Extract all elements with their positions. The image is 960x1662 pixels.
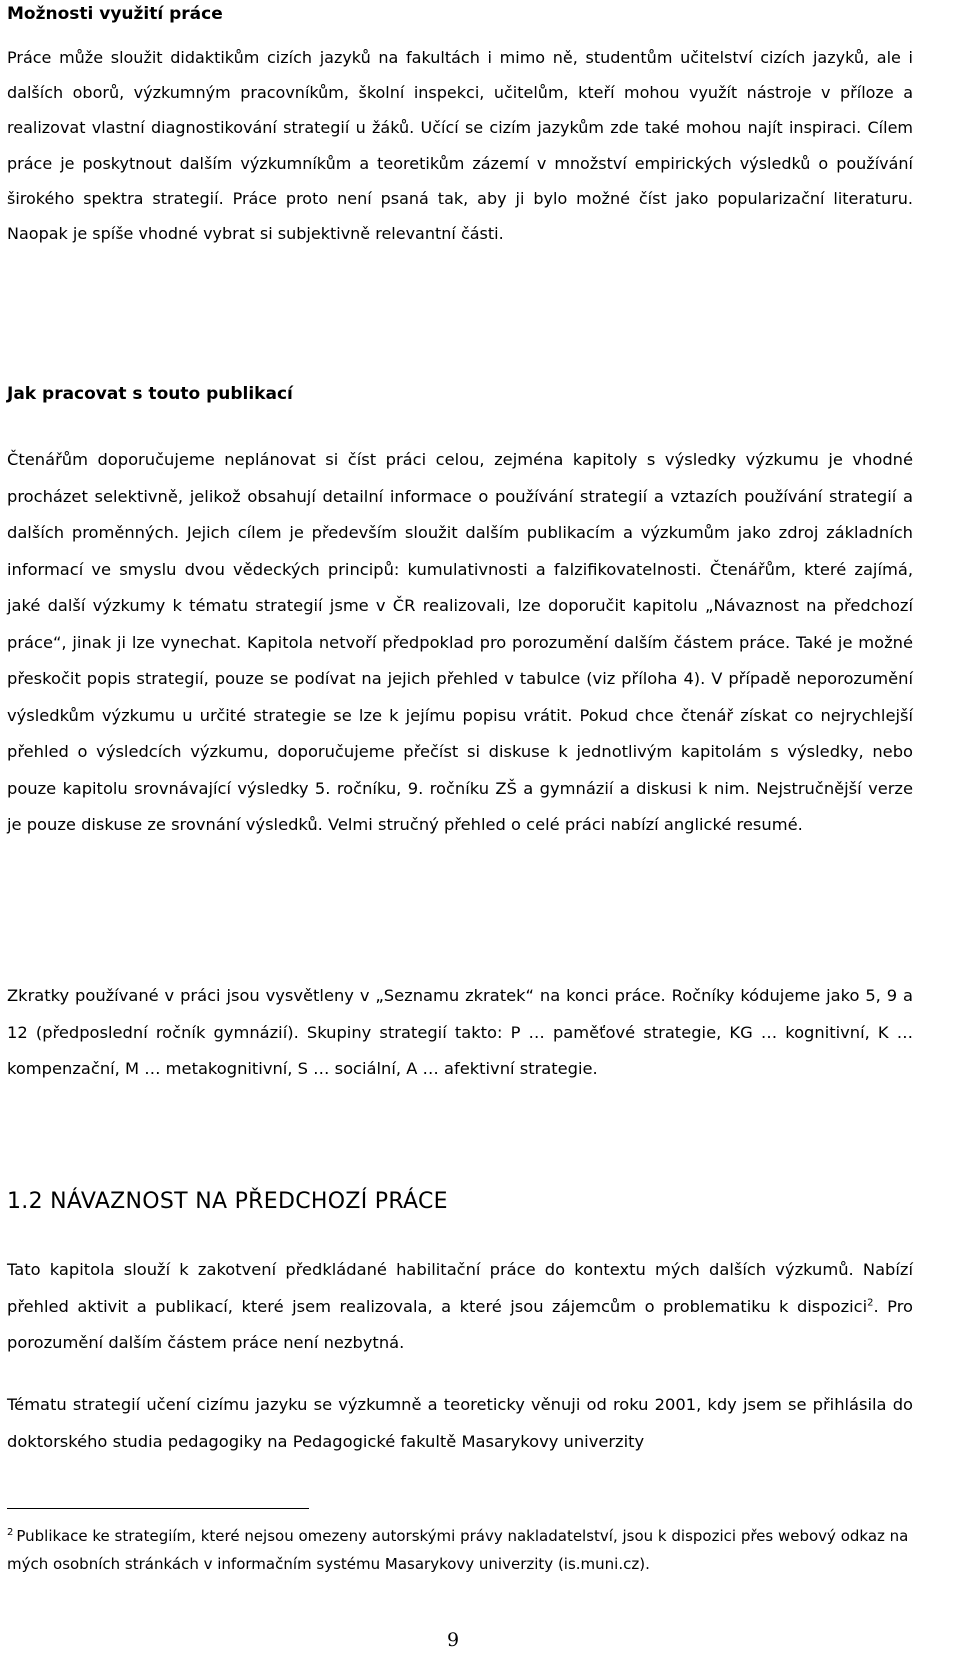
paragraph-text-after-footnote: . Pro porozumění dalším částem práce není nezbytná. [7, 1296, 913, 1352]
footnote-reference[interactable]: 2 [867, 1297, 874, 1309]
paragraph-moznosti: Práce může sloužit didaktikům cizích jazyků na fakultách i mimo ně, studentům učitelství cizích jazyků, ale i dalších oborů, výzkumným pracovníkům, školní inspekci, učitelům, kteří mohou využít nástroje v příloze a realizovat vlastní diagnostikování strategií u žáků. Učící se cizím jazykům zde také mohou najít inspiraci. Cílem práce je poskytnout dalším výzkumníkům a teoretikům zázemí v množství empirických výsledků o používání širokého spektra strategií. Práce proto není psaná tak, aby ji bylo možné číst jako popularizační literaturu. Naopak je spíše vhodné vybrat si subjektivně relevantní části. [7, 48, 913, 244]
footnote-separator [7, 1508, 309, 1509]
paragraph-navaznost-intro [7, 1252, 913, 1362]
paragraph-text-before-footnote: Tato kapitola slouží k zakotvení předkládané habilitační práce do kontextu mých dalších výzkumů. Nabízí přehled aktivit a publikací, které jsem realizovala, a které jsou zájemcům o problematiku k dispozici [7, 1260, 913, 1316]
chapter-heading-navaznost: 1.2 NÁVAZNOST NA PŘEDCHOZÍ PRÁCE [7, 1189, 448, 1214]
footnote [7, 1522, 913, 1578]
paragraph-zkratky: Zkratky používané v práci jsou vysvětleny v „Seznamu zkratek“ na konci práce. Ročníky kódujeme jako 5, 9 a 12 (předposlední ročník gymnázií). Skupiny strategií takto: P … paměťové strategie, KG … kognitivní, K … kompenzační, M … metakognitivní, S … sociální, A … afektivní strategie. [7, 986, 913, 1078]
footnote-mark: 2 [7, 1527, 14, 1538]
paragraph-jak: Čtenářům doporučujeme neplánovat si číst práci celou, zejména kapitoly s výsledky výzkumu je vhodné procházet selektivně, jelikož obsahují detailní informace o používání strategií a vztazích používání strategií a dalších proměnných. Jejich cílem je především sloužit dalším publikacím a výzkumům jako zdroj základních informací ve smyslu dvou vědeckých principů: kumulativnosti a falzifikovatelnosti. Čtenářům, které zajímá, jaké další výzkumy k tématu strategií jsme v ČR realizovali, lze doporučit kapitolu „Návaznost na předchozí práce“, jinak ji lze vynechat. Kapitola netvoří předpoklad pro porozumění dalším částem práce. Také je možné přeskočit popis strategií, pouze se podívat na jejich přehled v tabulce (viz příloha 4). V případě neporozumění výsledkům výzkumu u určité strategie se lze k jejímu popisu vrátit. Pokud chce čtenář získat co nejrychlejší přehled o výsledcích výzkumu, doporučujeme přečíst si diskuse k jednotlivým kapitolám s výsledky, nebo pouze kapitolu srovnávající výsledky 5. ročníku, 9. ročníku ZŠ a gymnázií a diskusi k nim. Nejstručnější verze je pouze diskuse ze srovnání výsledků. Velmi stručný přehled o celé práci nabízí anglické resumé. [7, 450, 913, 834]
page-number: 9 [446, 1629, 460, 1651]
section-heading-jak: Jak pracovat s touto publikací [7, 384, 293, 404]
footnote-text: Publikace ke strategiím, které nejsou omezeny autorskými právy nakladatelství, jsou k dispozici přes webový odkaz na mých osobních stránkách v informačním systému Masarykovy univerzity (is.muni.cz). [7, 1527, 909, 1573]
section-heading-moznosti: Možnosti využití práce [7, 4, 223, 24]
paragraph-tematu: Tématu strategií učení cizímu jazyku se výzkumně a teoreticky věnuji od roku 2001, kdy jsem se přihlásila do doktorského studia pedagogiky na Pedagogické fakultě Masarykovy univerzity [7, 1395, 913, 1451]
